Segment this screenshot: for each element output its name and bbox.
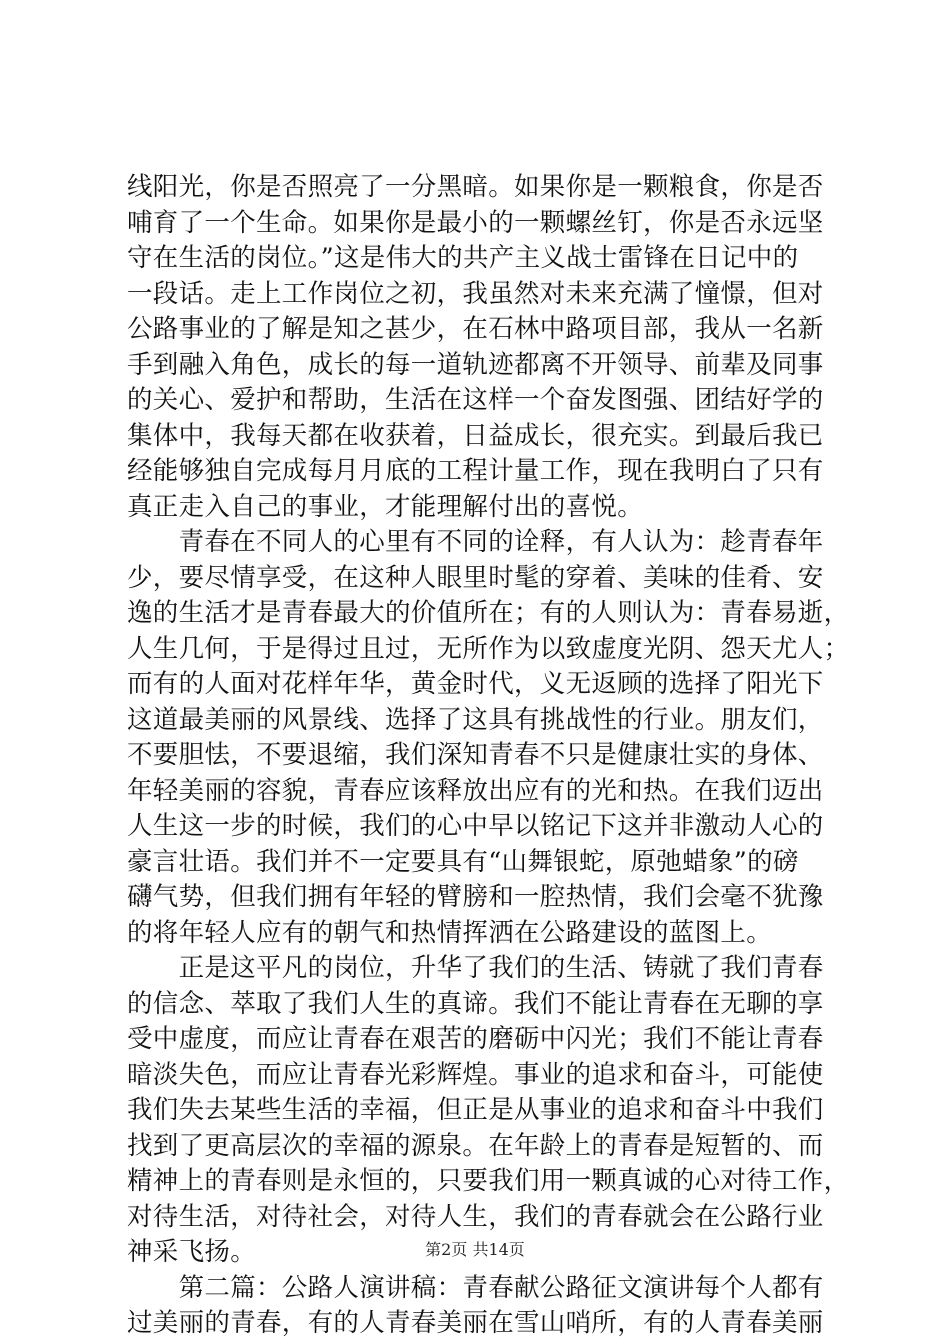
- text-line: 人生这一步的时候，我们的心中早以铭记下这并非激动人心的: [127, 811, 824, 841]
- text-line: 经能够独自完成每月月底的工程计量工作，现在我明白了只有: [127, 456, 824, 486]
- text-line: 精神上的青春则是永恒的，只要我们用一颗真诚的心对待工作，: [127, 1166, 850, 1196]
- text-line: 我们失去某些生活的幸福，但正是从事业的追求和奋斗中我们: [127, 1095, 824, 1125]
- text-line: 年轻美丽的容貌，青春应该释放出应有的光和热。在我们迈出: [127, 775, 824, 806]
- text-line: 神采飞扬。: [127, 1237, 257, 1267]
- text-line: 青春在不同人的心里有不同的诠释，有人认为：趁青春年: [127, 527, 824, 557]
- text-line: 礴气势，但我们拥有年轻的臂膀和一腔热情，我们会毫不犹豫: [127, 882, 824, 912]
- text-line: 这道最美丽的风景线、选择了这具有挑战性的行业。朋友们，: [127, 704, 824, 735]
- text-line: 过美丽的青春，有的人青春美丽在雪山哨所，有的人青春美丽: [127, 1308, 824, 1338]
- text-line: 的关心、爱护和帮助，生活在这样一个奋发图强、团结好学的: [127, 385, 824, 415]
- text-line: 正是这平凡的岗位，升华了我们的生活、铸就了我们青春: [127, 953, 824, 983]
- text-line: 找到了更高层次的幸福的源泉。在年龄上的青春是短暂的、而: [127, 1130, 824, 1161]
- text-line: 的将年轻人应有的朝气和热情挥洒在公路建设的蓝图上。: [127, 917, 773, 948]
- text-line: 真正走入自己的事业，才能理解付出的喜悦。: [127, 491, 644, 522]
- text-line: 的信念、萃取了我们人生的真谛。我们不能让青春在无聊的享: [127, 988, 824, 1019]
- text-line: 手到融入角色，成长的每一道轨迹都离不开领导、前辈及同事: [127, 349, 824, 380]
- text-line: 哺育了一个生命。如果你是最小的一颗螺丝钉，你是否永远坚: [127, 207, 824, 238]
- body-text: [127, 170, 850, 1342]
- text-line: 对待生活，对待社会，对待人生，我们的青春就会在公路行业: [127, 1201, 824, 1232]
- text-line: 人生几何，于是得过且过，无所作为以致虚度光阴、怨天尤人；: [127, 633, 850, 664]
- page-footer: [0, 1240, 950, 1260]
- text-line: 受中虚度，而应让青春在艰苦的磨砺中闪光；我们不能让青春: [127, 1024, 824, 1054]
- text-line: 第二篇：公路人演讲稿：青春献公路征文演讲每个人都有: [127, 1272, 824, 1303]
- text-line: 少，要尽情享受，在这种人眼里时髦的穿着、美味的佳肴、安: [127, 562, 824, 593]
- text-line: 公路事业的了解是知之甚少，在石林中路项目部，我从一名新: [127, 314, 824, 344]
- text-line: 暗淡失色，而应让青春光彩辉煌。事业的追求和奋斗，可能使: [127, 1059, 824, 1090]
- page-number: 第2页 共14页: [425, 1240, 525, 1259]
- text-line: 线阳光，你是否照亮了一分黑暗。如果你是一颗粮食，你是否: [127, 172, 824, 202]
- text-line: 豪言壮语。我们并不一定要具有“山舞银蛇，原弛蜡象”的磅: [127, 846, 799, 877]
- text-line: 守在生活的岗位。”这是伟大的共产主义战士雷锋在日记中的: [127, 243, 799, 273]
- text-line: 集体中，我每天都在收获着，日益成长，很充实。到最后我已: [127, 420, 824, 451]
- text-line: 逸的生活才是青春最大的价值所在；有的人则认为：青春易逝，: [127, 598, 850, 628]
- text-line: 而有的人面对花样年华，黄金时代，义无返顾的选择了阳光下: [127, 669, 824, 699]
- text-line: 一段话。走上工作岗位之初，我虽然对未来充满了憧憬，但对: [127, 278, 824, 309]
- text-line: 不要胆怯，不要退缩，我们深知青春不只是健康壮实的身体、: [127, 740, 824, 770]
